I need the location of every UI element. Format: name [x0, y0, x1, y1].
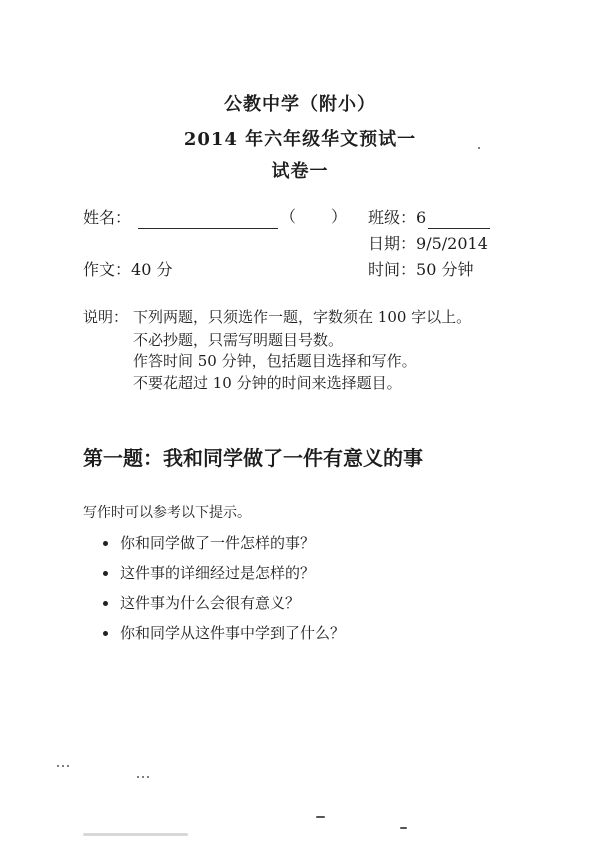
- bullet-icon: [103, 631, 108, 636]
- instruction-line: 下列两题，只须选作一题，字数须在 100 字以上。: [133, 308, 472, 326]
- name-blank-line: [138, 228, 278, 229]
- prompt-intro: 写作时可以参考以下提示。: [83, 505, 251, 521]
- class-label: 班级：: [368, 208, 417, 227]
- instruction-line: 不要花超过 10 分钟的时间来选择题目。: [133, 374, 402, 392]
- scan-speck: [57, 765, 59, 767]
- date-value: 9/5/2014: [416, 234, 488, 253]
- index-paren-open: （: [280, 207, 297, 226]
- composition-label: 作文：: [83, 260, 132, 279]
- scan-speck: [62, 765, 64, 767]
- hint-item: 你和同学做了一件怎样的事？: [120, 534, 316, 552]
- composition-value: 40 分: [131, 260, 173, 279]
- name-label: 姓名：: [83, 208, 132, 227]
- hint-item: 这件事的详细经过是怎样的？: [120, 564, 316, 582]
- time-value: 50 分钟: [416, 260, 474, 279]
- index-paren-close: ）: [331, 207, 348, 226]
- scan-speck: [316, 816, 325, 818]
- date-field: [368, 236, 488, 252]
- school-title: 公教中学（附小）: [224, 94, 376, 115]
- class-blank-line: [428, 228, 490, 229]
- exam-title: 2014 年六年级华文预试一: [183, 129, 417, 150]
- instruction-line: 作答时间 50 分钟，包括题目选择和写作。: [133, 352, 417, 370]
- time-field: [368, 262, 473, 278]
- time-label: 时间：: [368, 260, 417, 279]
- class-value: 6: [416, 208, 427, 227]
- class-field: [368, 210, 426, 226]
- scan-footer-smear: [83, 833, 188, 836]
- hint-item: 你和同学从这件事中学到了什么？: [120, 624, 346, 642]
- hint-item: 这件事为什么会很有意义？: [120, 594, 301, 612]
- scan-speck: [67, 765, 69, 767]
- paper-title: 试卷一: [271, 161, 329, 182]
- scan-speck: [137, 776, 139, 778]
- composition-field: [83, 262, 172, 278]
- bullet-icon: [103, 571, 108, 576]
- scan-speck: [400, 827, 407, 829]
- question-title: 第一题：我和同学做了一件有意义的事: [83, 446, 423, 470]
- date-label: 日期：: [368, 234, 417, 253]
- scan-speck: [147, 776, 149, 778]
- bullet-icon: [103, 601, 108, 606]
- instructions-label: 说明：: [83, 308, 129, 326]
- scan-speck: [142, 776, 144, 778]
- scan-speck: [478, 147, 480, 149]
- instruction-line: 不必抄题，只需写明题目号数。: [133, 331, 344, 349]
- bullet-icon: [103, 541, 108, 546]
